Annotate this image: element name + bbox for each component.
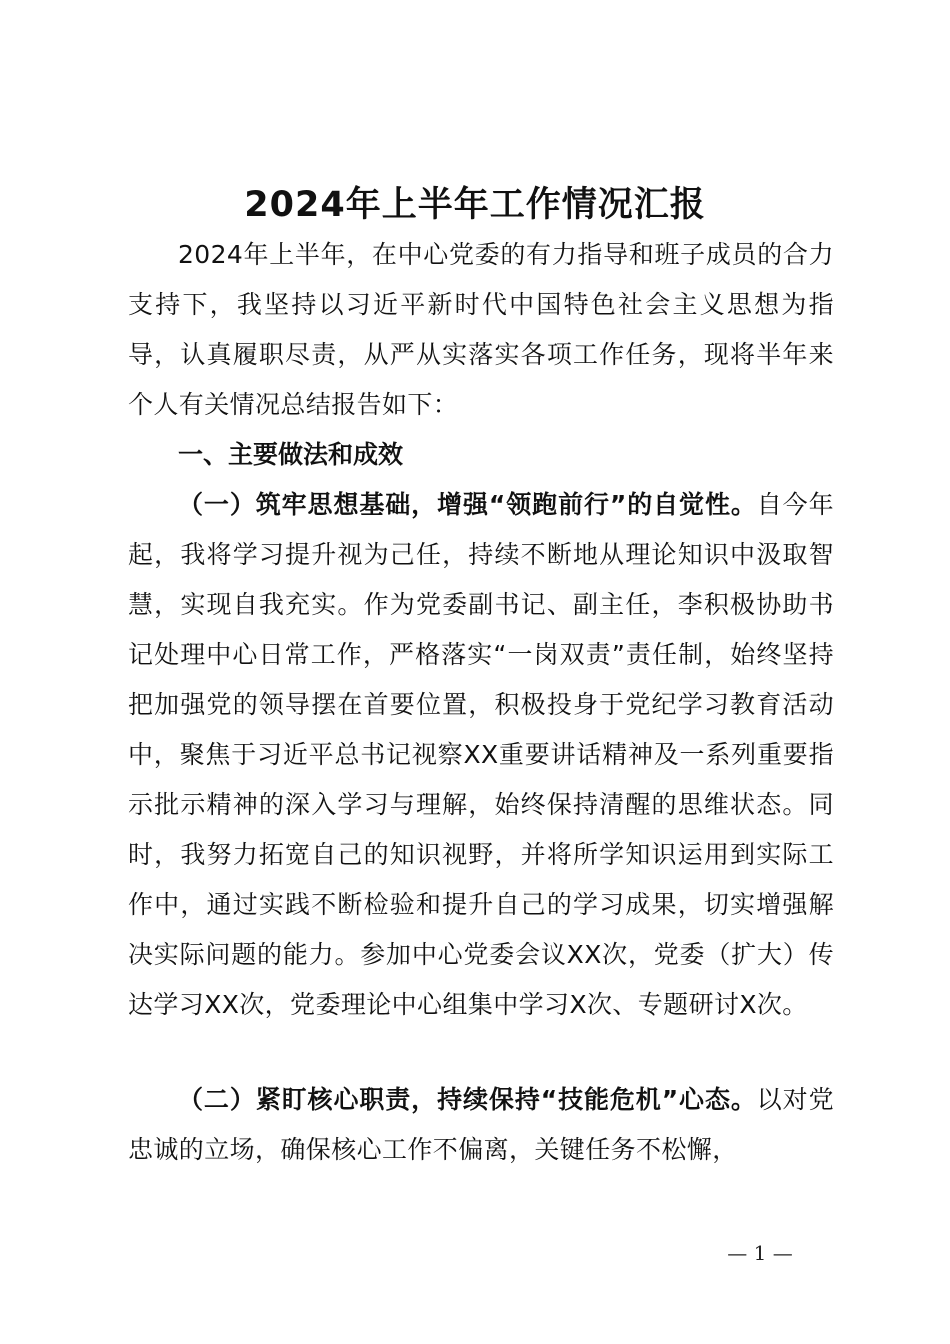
subsection-2-heading: （二）紧盯核心职责，持续保持“技能危机”心态。 bbox=[178, 1085, 757, 1114]
intro-paragraph: 2024年上半年，在中心党委的有力指导和班子成员的合力支持下，我坚持以习近平新时代中国特色社会主义思想为指导，认真履职尽责，从严从实落实各项工作任务，现将半年来个人有关情况总结报告如下： bbox=[128, 240, 834, 419]
document-title: 2024年上半年工作情况汇报 bbox=[244, 185, 706, 225]
page-number: — 1 — bbox=[727, 1241, 793, 1265]
subsection-2-body: 以对党忠诚的立场，确保核心工作不偏离，关键任务不松懈， bbox=[128, 1085, 834, 1164]
subsection-2-paragraph bbox=[128, 1075, 834, 1175]
subsection-1-paragraph bbox=[128, 480, 834, 1030]
section-heading: 一、主要做法和成效 bbox=[178, 440, 404, 469]
subsection-1-body: 自今年起，我将学习提升视为己任，持续不断地从理论知识中汲取智慧，实现自我充实。作为党委副书记、副主任，李积极协助书记处理中心日常工作，严格落实“一岗双责”责任制，始终坚持把加强党的领导摆在首要位置，积极投身于党纪学习教育活动中，聚焦于习近平总书记视察XX重要讲话精神及一系列重要指示批示精神的深入学习与理解，始终保持清醒的思维状态。同时，我努力拓宽自己的知识视野，并将所学知识运用到实际工作中，通过实践不断检验和提升自己的学习成果，切实增强解决实际问题的能力。参加中心党委会议XX次，党委（扩大）传达学习XX次，党委理论中心组集中学习X次、专题研讨X次。 bbox=[128, 490, 834, 1019]
subsection-1-heading: （一）筑牢思想基础，增强“领跑前行”的自觉性。 bbox=[178, 490, 757, 519]
